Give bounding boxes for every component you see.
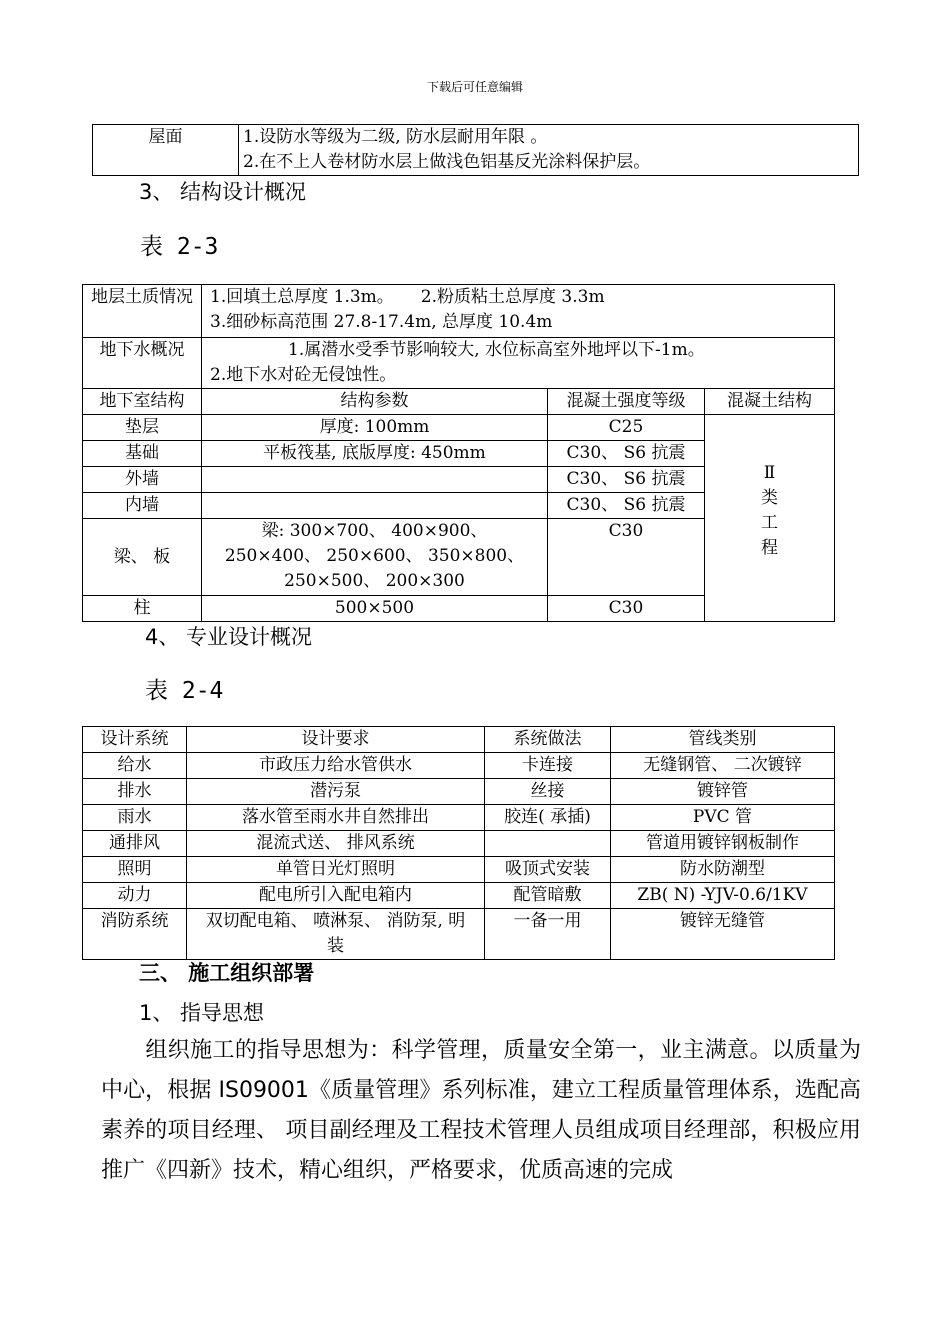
page-header: 下载后可任意编辑 xyxy=(426,80,523,94)
table-2-4-title: 表 2-4 xyxy=(145,678,224,704)
system-requirement: 混流式送、 排风系统 xyxy=(187,831,485,857)
system-method: 吸顶式安装 xyxy=(485,857,611,883)
roof-label: 屋面 xyxy=(93,125,239,176)
header-concrete-grade: 混凝土强度等级 xyxy=(548,389,705,415)
row-name: 梁、 板 xyxy=(83,519,202,596)
row-grade: C30、 S6 抗震 xyxy=(548,493,705,519)
system-requirement: 配电所引入配电箱内 xyxy=(187,883,485,909)
row-param: 梁: 300×700、 400×900、 250×400、 250×600、 350×800、 250×500、 200×300 xyxy=(202,519,548,596)
row-name: 柱 xyxy=(83,596,202,622)
header-design-requirement: 设计要求 xyxy=(187,727,485,753)
structure-class-cell xyxy=(705,415,835,622)
row-name: 垫层 xyxy=(83,415,202,441)
system-requirement: 双切配电箱、 喷淋泵、 消防泵, 明装 xyxy=(187,909,485,960)
row-grade: C30、 S6 抗震 xyxy=(548,441,705,467)
row-param: 厚度: 100mm xyxy=(202,415,548,441)
row-param xyxy=(202,467,548,493)
row-param xyxy=(202,493,548,519)
system-method: 卡连接 xyxy=(485,753,611,779)
row-name: 基础 xyxy=(83,441,202,467)
section-4-heading: 4、 专业设计概况 xyxy=(145,625,313,649)
groundwater-line-1: 1.属潜水受季节影响较大, 水位标高室外地坪以下-1m。 xyxy=(288,340,705,360)
soil-label: 地层土质情况 xyxy=(83,285,202,338)
system-method: 配管暗敷 xyxy=(485,883,611,909)
system-name: 雨水 xyxy=(83,805,187,831)
systems-table xyxy=(82,726,835,960)
structure-class: Ⅱ类工程 xyxy=(761,463,778,558)
row-grade: C30、 S6 抗震 xyxy=(548,467,705,493)
system-pipe: PVC 管 xyxy=(611,805,835,831)
system-name: 通排风 xyxy=(83,831,187,857)
roof-line-1: 1.设防水等级为二级, 防水层耐用年限 。 xyxy=(243,127,548,147)
system-name: 动力 xyxy=(83,883,187,909)
paragraph-text: 组织施工的指导思想为：科学管理，质量安全第一，业主满意。以质量为中心，根据 IS09001《质量管理》系列标准，建立工程质量管理体系，选配高素养的项目经理、 项目副经理及工程技术管理人员组成项目经理部，积极应用推广《四新》技术，精心组织，严格要求，优质高速的完成 xyxy=(101,1038,861,1183)
header-structure-params: 结构参数 xyxy=(202,389,548,415)
system-name: 给水 xyxy=(83,753,187,779)
system-pipe: 无缝钢管、 二次镀锌 xyxy=(611,753,835,779)
system-name: 消防系统 xyxy=(83,909,187,960)
table-2-3-title: 表 2-3 xyxy=(140,234,219,260)
row-name: 外墙 xyxy=(83,467,202,493)
header-basement-structure: 地下室结构 xyxy=(83,389,202,415)
system-requirement: 市政压力给水管供水 xyxy=(187,753,485,779)
subsection-1-heading: 1、 指导思想 xyxy=(139,1001,265,1025)
system-requirement: 潜污泵 xyxy=(187,779,485,805)
system-method: 胶连( 承插) xyxy=(485,805,611,831)
groundwater-content xyxy=(202,338,835,389)
part-3-heading: 三、 施工组织部署 xyxy=(139,961,315,985)
header-pipe-type: 管线类别 xyxy=(611,727,835,753)
system-pipe: 镀锌无缝管 xyxy=(611,909,835,960)
soil-line-1: 1.回填土总厚度 1.3m。 2.粉质粘土总厚度 3.3m xyxy=(210,287,605,307)
row-grade: C25 xyxy=(548,415,705,441)
row-name: 内墙 xyxy=(83,493,202,519)
system-method: 一备一用 xyxy=(485,909,611,960)
system-name: 照明 xyxy=(83,857,187,883)
structure-table xyxy=(82,284,835,622)
row-param: 500×500 xyxy=(202,596,548,622)
row-grade: C30 xyxy=(548,596,705,622)
system-pipe: 防水防潮型 xyxy=(611,857,835,883)
guiding-ideology-paragraph xyxy=(101,1031,861,1191)
groundwater-line-2: 2.地下水对砼无侵蚀性。 xyxy=(210,365,397,385)
header-concrete-structure: 混凝土结构 xyxy=(705,389,835,415)
roof-content xyxy=(239,125,859,176)
row-param: 平板筏基, 底版厚度: 450mm xyxy=(202,441,548,467)
roof-line-2: 2.在不上人卷材防水层上做浅色铝基反光涂料保护层。 xyxy=(243,152,651,172)
header-design-system: 设计系统 xyxy=(83,727,187,753)
row-grade: C30 xyxy=(548,519,705,596)
system-pipe: 管道用镀锌钢板制作 xyxy=(611,831,835,857)
system-method: 丝接 xyxy=(485,779,611,805)
system-name: 排水 xyxy=(83,779,187,805)
soil-line-2: 3.细砂标高范围 27.8-17.4m, 总厚度 10.4m xyxy=(210,312,553,332)
roof-table xyxy=(92,124,859,176)
system-pipe: ZB( N) -YJV-0.6/1KV xyxy=(611,883,835,909)
system-method xyxy=(485,831,611,857)
system-pipe: 镀锌管 xyxy=(611,779,835,805)
system-requirement: 单管日光灯照明 xyxy=(187,857,485,883)
section-3-heading: 3、 结构设计概况 xyxy=(139,180,307,204)
soil-content xyxy=(202,285,835,338)
header-system-method: 系统做法 xyxy=(485,727,611,753)
groundwater-label: 地下水概况 xyxy=(83,338,202,389)
system-requirement: 落水管至雨水井自然排出 xyxy=(187,805,485,831)
